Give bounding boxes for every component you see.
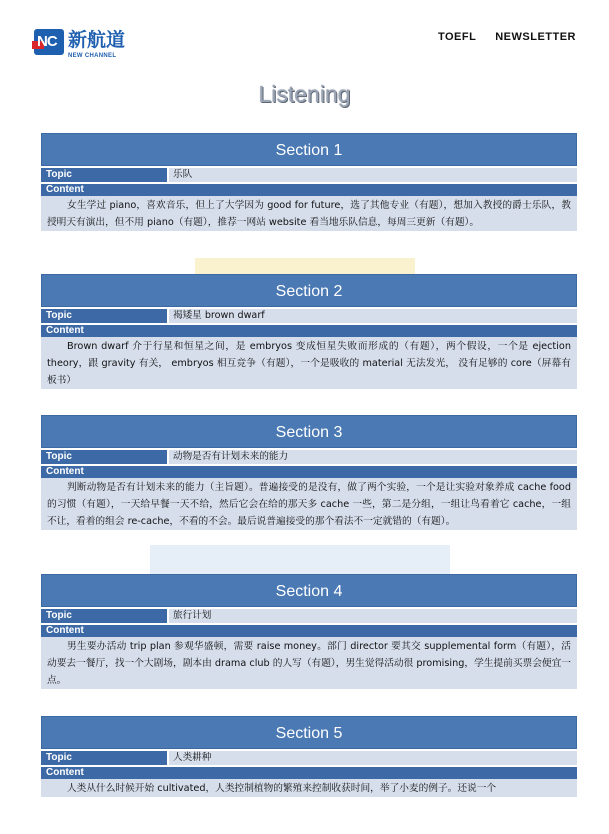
- logo: [34, 25, 125, 59]
- section-title: Section 3: [41, 415, 577, 448]
- content-text: 女生学过 piano，喜欢音乐，但上了大学因为 good for future，选了其他专业（有题），想加入教授的爵士乐队，教授明天有演出，但不用 piano（有题），推荐一网站 website 看当地乐队信息，每周三更新（有题）。: [41, 196, 577, 231]
- logo-text-en: NEW CHANNEL: [68, 53, 117, 59]
- content-text: 人类从什么时候开始 cultivated，人类控制植物的繁殖来控制收获时间，举了小麦的例子。还说一个: [41, 779, 577, 797]
- section-4: [41, 574, 577, 689]
- content-label: Content: [41, 184, 577, 196]
- topic-value: 褐矮星 brown dwarf: [169, 309, 577, 323]
- content-text: Brown dwarf 介于行星和恒星之间，是 embryos 变成恒星失败而形成的（有题），两个假设，一个是 ejection theory，跟 gravity 有关， embryos 相互竞争（有题），一个是吸收的 material 无法发光， 没有足够的 core（屏幕有板书）: [41, 337, 577, 389]
- topic-label: Topic: [41, 168, 167, 182]
- content-label: Content: [41, 325, 577, 337]
- content-text: 判断动物是否有计划未来的能力（主旨题）。普遍接受的是没有，做了两个实验，一个是让实验对象养成 cache food 的习惯（有题），一天给早餐一天不给，然后它会在给的那天多 cache 一些，第二是分组，一组让鸟看着它 cache，一组不让，看着的组会 re-cache，不看的不会。最后说普遍接受的那个看法不一定就错的（有题）。: [41, 478, 577, 530]
- page-title: Listening: [258, 81, 351, 107]
- section-3: [41, 415, 577, 530]
- topic-value: 旅行计划: [169, 609, 577, 623]
- content-label: Content: [41, 625, 577, 637]
- content-label: Content: [41, 767, 577, 779]
- newsletter-title: TOEFL NEWSLETTER: [437, 31, 576, 43]
- section-title: Section 4: [41, 574, 577, 607]
- topic-label: Topic: [41, 309, 167, 323]
- section-5: [41, 716, 577, 797]
- content-label: Content: [41, 466, 577, 478]
- topic-value: 人类耕种: [169, 751, 577, 765]
- topic-value: 动物是否有计划未来的能力: [169, 450, 577, 464]
- section-title: Section 5: [41, 716, 577, 749]
- section-title: Section 1: [41, 133, 577, 166]
- section-2: [41, 274, 577, 389]
- topic-label: Topic: [41, 450, 167, 464]
- logo-text-cn: 新航道: [68, 29, 126, 51]
- topic-label: Topic: [41, 609, 167, 623]
- section-title: Section 2: [41, 274, 577, 307]
- topic-label: Topic: [41, 751, 167, 765]
- topic-value: 乐队: [169, 168, 577, 182]
- section-1: [41, 133, 577, 231]
- logo-mark-icon: NC: [34, 29, 64, 55]
- content-text: 男生要办活动 trip plan 参观华盛顿，需要 raise money。部门 director 要其交 supplemental form（有题），活动要去一餐厅，找一个大剧场，剧本由 drama club 的人写（有题），男生觉得活动很 promising，学生提前买票会便宜一点。: [41, 637, 577, 689]
